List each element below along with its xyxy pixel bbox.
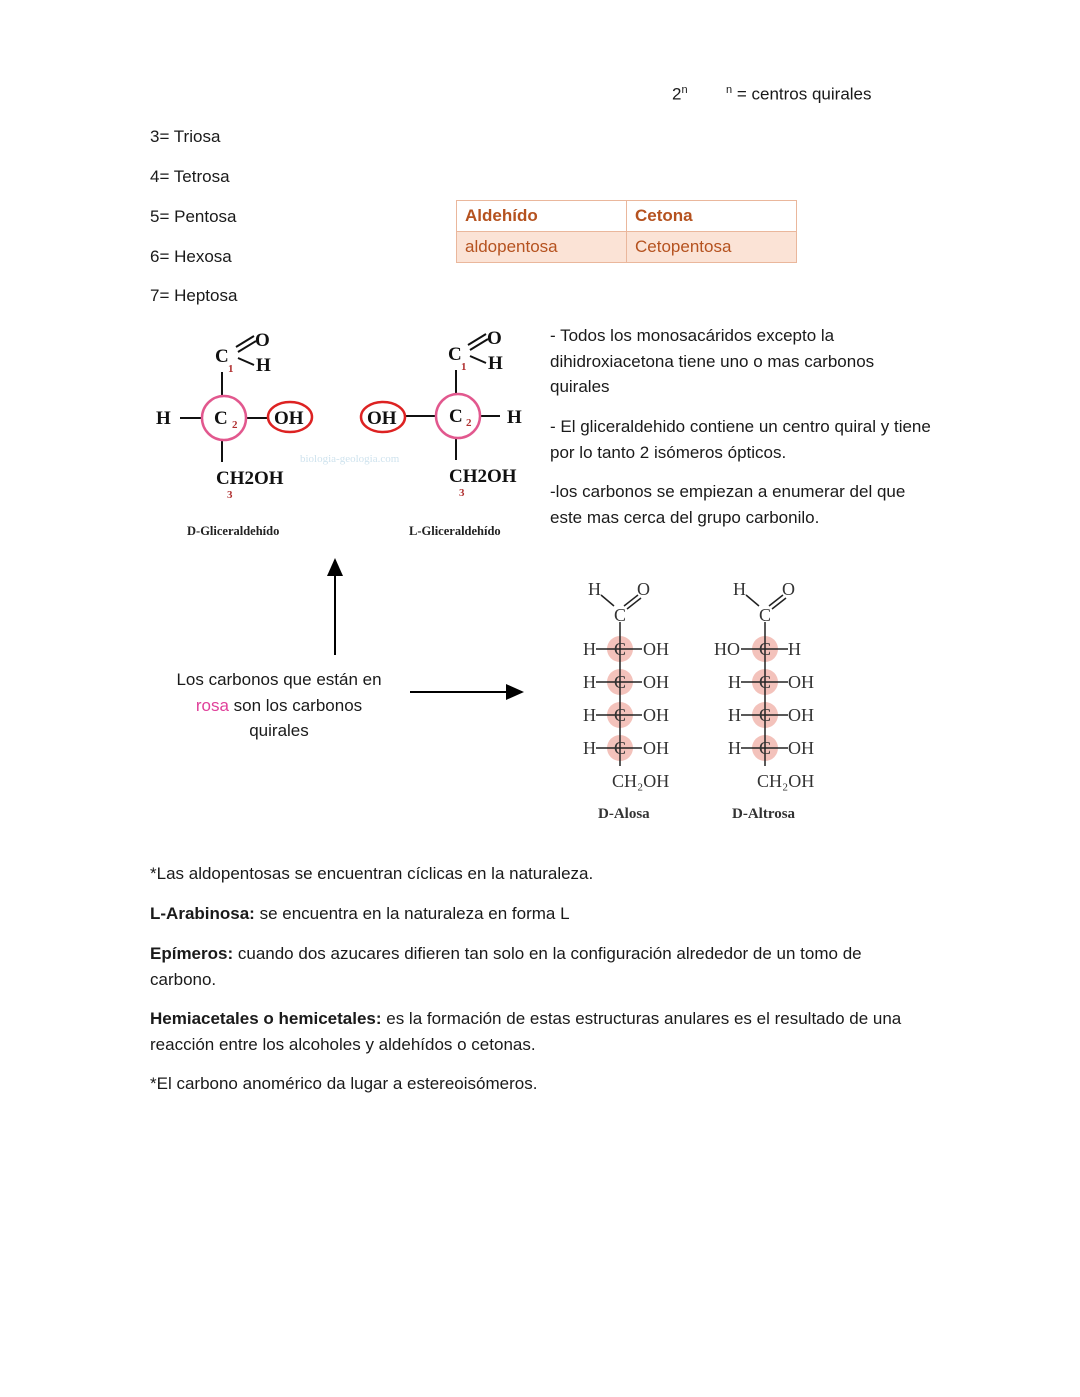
atom-label: H [728,672,741,692]
atom-label: CH₂OH [757,771,815,791]
atom-label: 2 [466,417,472,429]
atom-label: C [449,406,463,427]
formula-2n: 2$^n$ [672,84,688,104]
atom-label: OH [643,672,669,692]
atom-label: O [255,330,270,351]
note-arabinosa: L-Arabinosa: se encuentra en la naturaleza en forma L [150,904,570,923]
bullet-1: - Todos los monosacáridos excepto la dihidroxiacetona tiene uno o mas carbonos quirales [550,326,875,396]
atom-label: C [614,605,627,625]
bullet-3: -los carbonos se empiezan a enumerar del que este mas cerca del grupo carbonilo. [550,482,906,527]
atom-label: O [487,328,502,349]
chiral-caption: Los carbonos que están en rosa son los carbonos quirales [176,670,382,740]
note-epimeros: Epímeros: cuando dos azucares difieren tan solo en la configuración alrededor de un tomo de carbono. [150,944,862,989]
atom-label: H [156,408,171,429]
atom-label: C [614,672,627,692]
atom-label: 1 [461,361,467,373]
atom-label: 2 [232,419,238,431]
note-aldopentosas: *Las aldopentosas se encuentran cíclicas en la naturaleza. [150,864,594,883]
atom-label: 3 [459,487,465,499]
watermark: biologia-geologia.com [300,453,400,465]
list-item: 3= Triosa [150,127,221,146]
bullet-2: - El gliceraldehido contiene un centro quiral y tiene por lo tanto 2 isómeros ópticos. [550,417,931,462]
atom-label: C [614,738,627,758]
atom-label: H [733,579,746,599]
atom-label: H [507,407,522,428]
atom-label: C [759,738,772,758]
atom-label: C [614,705,627,725]
atom-label: C [759,639,772,659]
formula-note: $^n$ = centros quirales [726,84,872,104]
d-alosa-structure [583,579,669,822]
d-altrosa-structure [714,579,814,822]
table-cell: Cetopentosa [627,232,797,263]
atom-label: C [214,408,228,429]
atom-label: OH [788,705,814,725]
list-item: 4= Tetrosa [150,167,230,186]
atom-label: C [448,344,462,365]
list-item: 5= Pentosa [150,207,237,226]
atom-label: O [637,579,650,599]
atom-label: HO [714,639,740,659]
atom-label: CH2OH [449,466,517,487]
atom-label: OH [643,738,669,758]
atom-label: H [583,639,596,659]
atom-label: 1 [228,363,234,375]
atom-label: H [728,705,741,725]
l-glyceraldehyde-label: L-Gliceraldehído [409,524,501,538]
d-alosa-label: D-Alosa [598,806,650,822]
atom-label: H [583,672,596,692]
atom-label: C [215,346,229,367]
atom-label: CH₂OH [612,771,670,791]
d-glyceraldehyde-structure [156,330,312,538]
atom-label: OH [367,408,397,429]
l-glyceraldehyde-structure [361,328,522,538]
atom-label: H [583,705,596,725]
d-altrosa-label: D-Altrosa [732,806,796,822]
atom-label: H [256,355,271,376]
atom-label: OH [274,408,304,429]
atom-label: H [588,579,601,599]
note-hemiacetales: Hemiacetales o hemicetales: es la formación de estas estructuras anulares es el resultado de una reacción entre los alcoholes y aldehídos o cetonas. [150,1009,902,1054]
list-item: 6= Hexosa [150,247,232,266]
atom-label: H [788,639,801,659]
atom-label: CH2OH [216,468,284,489]
atom-label: OH [788,738,814,758]
table-cell: aldopentosa [457,232,627,263]
atom-label: C [614,639,627,659]
atom-label: H [488,353,503,374]
atom-label: OH [788,672,814,692]
note-anomerico: *El carbono anomérico da lugar a estereoisómeros. [150,1074,538,1093]
atom-label: OH [643,705,669,725]
atom-label: OH [643,639,669,659]
atom-label: C [759,672,772,692]
table-header: Cetona [627,201,797,232]
atom-label: H [728,738,741,758]
atom-label: C [759,705,772,725]
atom-label: C [759,605,772,625]
atom-label: 3 [227,489,233,501]
atom-label: O [782,579,795,599]
list-item: 7= Heptosa [150,286,238,305]
table-header: Aldehído [457,201,627,232]
d-glyceraldehyde-label: D-Gliceraldehído [187,524,280,538]
atom-label: H [583,738,596,758]
